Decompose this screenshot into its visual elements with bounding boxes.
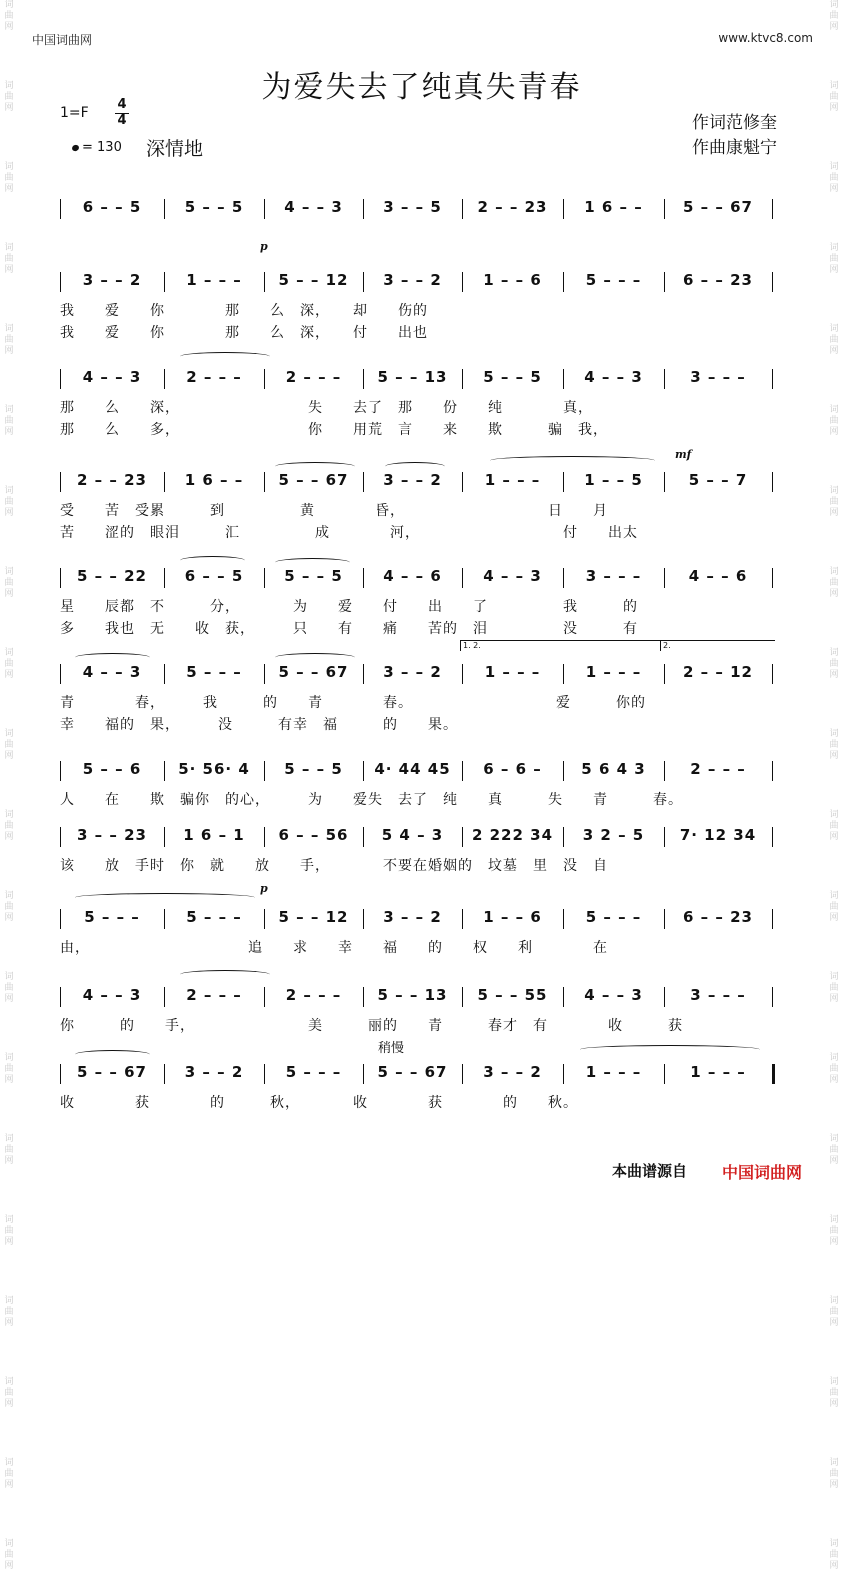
- bar-line: [462, 664, 463, 684]
- watermark-text: 词 曲 网: [4, 810, 14, 842]
- watermark-text: 词 曲 网: [829, 567, 839, 599]
- measure: 3 – – 5: [383, 198, 442, 216]
- watermark-text: 词 曲 网: [4, 324, 14, 356]
- bar-line: [563, 761, 564, 781]
- slur: [490, 456, 655, 465]
- source-site: 中国词曲网: [722, 1163, 803, 1182]
- measure: 5 – – 5: [184, 198, 244, 216]
- bar-line: [563, 568, 564, 588]
- bar-line: [772, 199, 773, 219]
- watermark-text: 词 曲 网: [829, 243, 839, 275]
- measure: 5 – – 22: [77, 567, 147, 585]
- measure: 5 – – 5: [483, 368, 542, 386]
- watermark-text: 词 曲 网: [4, 891, 14, 923]
- bar-line: [664, 761, 665, 781]
- bar-line: [563, 1064, 564, 1084]
- watermark-text: 词 曲 网: [4, 972, 14, 1004]
- watermark-text: 词 曲 网: [4, 729, 14, 761]
- measure: 1 – – 6: [483, 271, 542, 289]
- bar-line: [164, 761, 165, 781]
- measure: 3 – – 2: [184, 1063, 244, 1081]
- watermark-text: 词 曲 网: [4, 648, 14, 680]
- measure: 3 2 – 5: [582, 826, 645, 844]
- bar-line: [462, 1064, 463, 1084]
- watermark-text: 词 曲 网: [829, 324, 839, 356]
- bar-line: [60, 568, 61, 588]
- bar-line: [164, 568, 165, 588]
- measure: 2 – – –: [285, 368, 342, 386]
- bar-line: [60, 199, 61, 219]
- measure: 1 6 – –: [184, 471, 244, 489]
- dynamic-piano: p: [260, 240, 268, 253]
- lyricist-credit: 作词范修奎: [692, 113, 777, 133]
- watermark-text: 词 曲 网: [4, 243, 14, 275]
- bar-line: [60, 272, 61, 292]
- bar-line: [264, 664, 265, 684]
- measure: 5 – – 12: [278, 908, 349, 926]
- bar-line: [462, 568, 463, 588]
- watermark-text: 词 曲 网: [829, 1053, 839, 1085]
- measure: 4 – – 3: [82, 986, 142, 1004]
- bar-line: [363, 987, 364, 1007]
- watermark-text: 词 曲 网: [829, 1539, 839, 1571]
- measure: 5 – – 13: [377, 368, 448, 386]
- bar-line: [772, 472, 773, 492]
- measure: 1 – – 6: [483, 908, 542, 926]
- bar-line: [772, 761, 773, 781]
- measure: 4 – – 3: [584, 368, 643, 386]
- bar-line: [264, 369, 265, 389]
- measure: 3 – – 2: [383, 663, 442, 681]
- bar-line: [462, 472, 463, 492]
- measure: 5 – – 6: [82, 760, 142, 778]
- lyric-line: 受 苦 受累 到 黄 昏， 日 月: [60, 503, 608, 519]
- measure: 6 – – 5: [184, 567, 244, 585]
- bar-line: [563, 909, 564, 929]
- bar-line: [664, 568, 665, 588]
- measure: 6 – – 23: [683, 908, 753, 926]
- measure: 4 – – 6: [688, 567, 748, 585]
- bar-line: [164, 369, 165, 389]
- measure: 5 – – 67: [77, 1063, 147, 1081]
- measure: 4· 44 45: [374, 760, 451, 778]
- measure: 4 – – 3: [584, 986, 643, 1004]
- bar-line: [363, 369, 364, 389]
- watermark-text: 词 曲 网: [829, 1296, 839, 1328]
- bar-line: [563, 369, 564, 389]
- measure: 4 – – 3: [483, 567, 542, 585]
- volta-first-ending: 1. 2.: [460, 640, 663, 651]
- measure: 7· 12 34: [679, 826, 757, 844]
- bar-line: [164, 664, 165, 684]
- music-row: [60, 564, 775, 590]
- bar-line: [462, 909, 463, 929]
- lyric-line: 青 春， 我 的 青 春。 爱 你的: [60, 695, 646, 711]
- measure: 5 – – –: [186, 908, 242, 926]
- watermark-text: 词 曲 网: [829, 729, 839, 761]
- measure: 1 – – –: [186, 271, 242, 289]
- bar-line: [563, 664, 564, 684]
- slur: [580, 1045, 760, 1054]
- measure: 4 – – 6: [383, 567, 442, 585]
- bar-line: [164, 199, 165, 219]
- bar-line: [664, 369, 665, 389]
- measure: 5 – – –: [186, 663, 242, 681]
- watermark-text: 词 曲 网: [829, 405, 839, 437]
- watermark-text: 词 曲 网: [4, 405, 14, 437]
- bar-line: [264, 472, 265, 492]
- measure: 5 – – 13: [377, 986, 448, 1004]
- bar-line: [363, 827, 364, 847]
- measure: 5 – – 5: [284, 567, 343, 585]
- bar-line: [264, 568, 265, 588]
- bar-line: [164, 272, 165, 292]
- watermark-text: 词 曲 网: [829, 810, 839, 842]
- measure: 2 – – 12: [683, 663, 753, 681]
- measure: 2 – – 23: [477, 198, 548, 216]
- watermark-text: 词 曲 网: [4, 486, 14, 518]
- slur: [180, 352, 270, 361]
- bar-line: [60, 987, 61, 1007]
- watermark-text: 词 曲 网: [829, 1377, 839, 1409]
- measure: 5 – – 67: [377, 1063, 448, 1081]
- bar-line: [772, 1064, 775, 1084]
- measure: 1 – – –: [585, 1063, 642, 1081]
- measure: 6 – – 23: [683, 271, 753, 289]
- left-watermark-strip: [1, 0, 17, 1571]
- composer-credit: 作曲康魁宁: [692, 138, 777, 158]
- site-url-header: www.ktvc8.com: [718, 31, 813, 45]
- watermark-text: 词 曲 网: [4, 1134, 14, 1166]
- lyric-line: 我 爱 你 那 么 深， 付 出也: [60, 325, 428, 341]
- measure: 3 – – 2: [383, 471, 442, 489]
- measure: 5· 56· 4: [178, 760, 250, 778]
- measure: 5 6 4 3: [581, 760, 646, 778]
- measure: 3 – – 23: [77, 826, 147, 844]
- dynamic-piano-2: p: [260, 882, 268, 895]
- dynamic-mezzo-forte: mf: [675, 448, 692, 461]
- bar-line: [164, 987, 165, 1007]
- measure: 4 – – 3: [82, 368, 142, 386]
- measure: 3 – – –: [585, 567, 642, 585]
- slur: [180, 970, 270, 979]
- measure: 2 – – 23: [77, 471, 147, 489]
- measure: 5 – – –: [285, 1063, 342, 1081]
- bar-line: [664, 909, 665, 929]
- measure: 4 – – 3: [284, 198, 343, 216]
- lyric-line: 由， 追 求 幸 福 的 权 利 在: [60, 940, 608, 956]
- measure: 2 222 34: [471, 826, 554, 844]
- bar-line: [60, 472, 61, 492]
- bar-line: [164, 909, 165, 929]
- bar-line: [363, 272, 364, 292]
- right-watermark-strip: [826, 0, 842, 1571]
- bar-line: [772, 568, 773, 588]
- measure: 5 – – –: [84, 908, 140, 926]
- bar-line: [264, 199, 265, 219]
- site-name-header: 中国词曲网: [32, 33, 93, 47]
- bar-line: [664, 199, 665, 219]
- bar-line: [60, 827, 61, 847]
- bar-line: [264, 987, 265, 1007]
- watermark-text: 词 曲 网: [829, 0, 839, 32]
- bar-line: [772, 369, 773, 389]
- bar-line: [664, 272, 665, 292]
- bar-line: [363, 664, 364, 684]
- bar-line: [264, 827, 265, 847]
- measure: 2 – – –: [285, 986, 342, 1004]
- music-row: [60, 365, 775, 391]
- bar-line: [664, 472, 665, 492]
- watermark-text: 词 曲 网: [829, 162, 839, 194]
- measure: 3 – – –: [690, 368, 746, 386]
- bar-line: [363, 472, 364, 492]
- measure: 2 – – –: [186, 986, 242, 1004]
- bar-line: [664, 827, 665, 847]
- lyric-line: 你 的 手， 美 丽的 青 春才 有 收 获: [60, 1018, 683, 1034]
- lyric-line: 多 我也 无 收 获， 只 有 痛 苦的 泪 没 有: [60, 621, 638, 637]
- bar-line: [363, 568, 364, 588]
- bar-line: [264, 761, 265, 781]
- bar-line: [772, 664, 773, 684]
- bar-line: [664, 987, 665, 1007]
- watermark-text: 词 曲 网: [4, 162, 14, 194]
- bar-line: [363, 1064, 364, 1084]
- measure: 5 – – 12: [278, 271, 349, 289]
- lyric-line: 人 在 欺 骗你 的心， 为 爱失 去了 纯 真 失 青 春。: [60, 792, 683, 808]
- bar-line: [60, 664, 61, 684]
- bar-line: [664, 664, 665, 684]
- watermark-text: 词 曲 网: [4, 0, 14, 32]
- watermark-text: 词 曲 网: [829, 486, 839, 518]
- tempo-value: = 130: [82, 140, 122, 155]
- time-signature-top: 4: [117, 97, 127, 112]
- lyric-line: 那 么 深， 失 去了 那 份 纯 真，: [60, 400, 593, 416]
- watermark-text: 词 曲 网: [4, 1458, 14, 1490]
- bar-line: [462, 272, 463, 292]
- bar-line: [164, 1064, 165, 1084]
- lyric-line: 苦 涩的 眼泪 汇 成 河， 付 出太: [60, 525, 638, 541]
- bar-line: [462, 827, 463, 847]
- time-signature-bottom: 4: [115, 113, 129, 127]
- tempo-change-note: 稍慢: [378, 1041, 405, 1056]
- bar-line: [772, 272, 773, 292]
- music-row: [60, 1060, 775, 1086]
- bar-line: [164, 827, 165, 847]
- bar-line: [264, 909, 265, 929]
- measure: 3 – – 2: [383, 271, 442, 289]
- lyric-line: 该 放 手时 你 就 放 手， 不要在婚姻的 坟墓 里 没 自: [60, 858, 608, 874]
- watermark-text: 词 曲 网: [4, 1539, 14, 1571]
- measure: 5 – – 67: [683, 198, 753, 216]
- measure: 1 6 – –: [584, 198, 643, 216]
- music-row: [60, 468, 775, 494]
- measure: 1 – – –: [690, 1063, 746, 1081]
- watermark-text: 词 曲 网: [829, 1134, 839, 1166]
- bar-line: [563, 472, 564, 492]
- measure: 5 – – 7: [688, 471, 748, 489]
- watermark-text: 词 曲 网: [829, 891, 839, 923]
- bar-line: [772, 987, 773, 1007]
- volta-second-ending: 2.: [660, 640, 775, 651]
- music-row: [60, 905, 775, 931]
- measure: 1 – – 5: [584, 471, 643, 489]
- watermark-text: 词 曲 网: [829, 81, 839, 113]
- watermark-text: 词 曲 网: [829, 972, 839, 1004]
- watermark-text: 词 曲 网: [4, 1296, 14, 1328]
- measure: 1 – – –: [484, 471, 541, 489]
- bar-line: [563, 827, 564, 847]
- watermark-text: 词 曲 网: [829, 1458, 839, 1490]
- bar-line: [60, 909, 61, 929]
- measure: 5 – – 55: [477, 986, 548, 1004]
- bar-line: [772, 909, 773, 929]
- watermark-text: 词 曲 网: [4, 1215, 14, 1247]
- music-row: [60, 195, 775, 221]
- lyric-line: 星 辰都 不 分， 为 爱 付 出 了 我 的: [60, 599, 638, 615]
- watermark-text: 词 曲 网: [4, 81, 14, 113]
- measure: 5 4 – 3: [381, 826, 444, 844]
- measure: 3 – – 2: [383, 908, 442, 926]
- measure: 5 – – –: [585, 271, 642, 289]
- song-title: 为爱失去了纯真失青春: [261, 70, 582, 105]
- measure: 5 – – 67: [278, 663, 349, 681]
- measure: 5 – – –: [585, 908, 642, 926]
- measure: 2 – – –: [690, 760, 746, 778]
- measure: 6 – – 56: [278, 826, 349, 844]
- bar-line: [772, 827, 773, 847]
- bar-line: [164, 472, 165, 492]
- measure: 1 – – –: [585, 663, 642, 681]
- source-label: 本曲谱源自: [612, 1162, 688, 1180]
- watermark-text: 词 曲 网: [4, 1053, 14, 1085]
- lyric-line: 收 获 的 秋， 收 获 的 秋。: [60, 1095, 578, 1111]
- bar-line: [462, 369, 463, 389]
- bar-line: [264, 272, 265, 292]
- measure: 6 – 6 –: [483, 760, 542, 778]
- bar-line: [60, 369, 61, 389]
- lyric-line: 我 爱 你 那 么 深， 却 伤的: [60, 303, 428, 319]
- bar-line: [664, 1064, 665, 1084]
- measure: 3 – – 2: [483, 1063, 542, 1081]
- bar-line: [363, 199, 364, 219]
- quarter-note-icon: [71, 144, 80, 152]
- music-row: [60, 268, 775, 294]
- music-row: [60, 823, 775, 849]
- measure: 4 – – 3: [82, 663, 142, 681]
- bar-line: [363, 761, 364, 781]
- watermark-text: 词 曲 网: [4, 567, 14, 599]
- measure: 1 6 – 1: [183, 826, 245, 844]
- measure: 2 – – –: [186, 368, 242, 386]
- music-row: [60, 660, 775, 686]
- lyric-line: 那 么 多， 你 用荒 言 来 欺 骗 我，: [60, 422, 608, 438]
- watermark-text: 词 曲 网: [829, 648, 839, 680]
- bar-line: [563, 272, 564, 292]
- music-row: [60, 757, 775, 783]
- measure: 5 – – 5: [284, 760, 343, 778]
- measure: 5 – – 67: [278, 471, 349, 489]
- measure: 3 – – –: [690, 986, 746, 1004]
- measure: 6 – – 5: [82, 198, 142, 216]
- bar-line: [462, 987, 463, 1007]
- bar-line: [462, 199, 463, 219]
- bar-line: [264, 1064, 265, 1084]
- bar-line: [563, 987, 564, 1007]
- lyric-line: 幸 福的 果， 没 有幸 福 的 果。: [60, 717, 458, 733]
- bar-line: [462, 761, 463, 781]
- key-signature: 1=F: [60, 105, 89, 121]
- bar-line: [60, 1064, 61, 1084]
- music-row: [60, 983, 775, 1009]
- watermark-text: 词 曲 网: [4, 1377, 14, 1409]
- watermark-text: 词 曲 网: [829, 1215, 839, 1247]
- expression-marking: 深情地: [146, 138, 204, 160]
- tempo-marking: [72, 140, 122, 155]
- slur: [75, 893, 255, 902]
- bar-line: [563, 199, 564, 219]
- bar-line: [363, 909, 364, 929]
- bar-line: [60, 761, 61, 781]
- slur: [75, 1050, 150, 1059]
- measure: 1 – – –: [484, 663, 541, 681]
- measure: 3 – – 2: [82, 271, 142, 289]
